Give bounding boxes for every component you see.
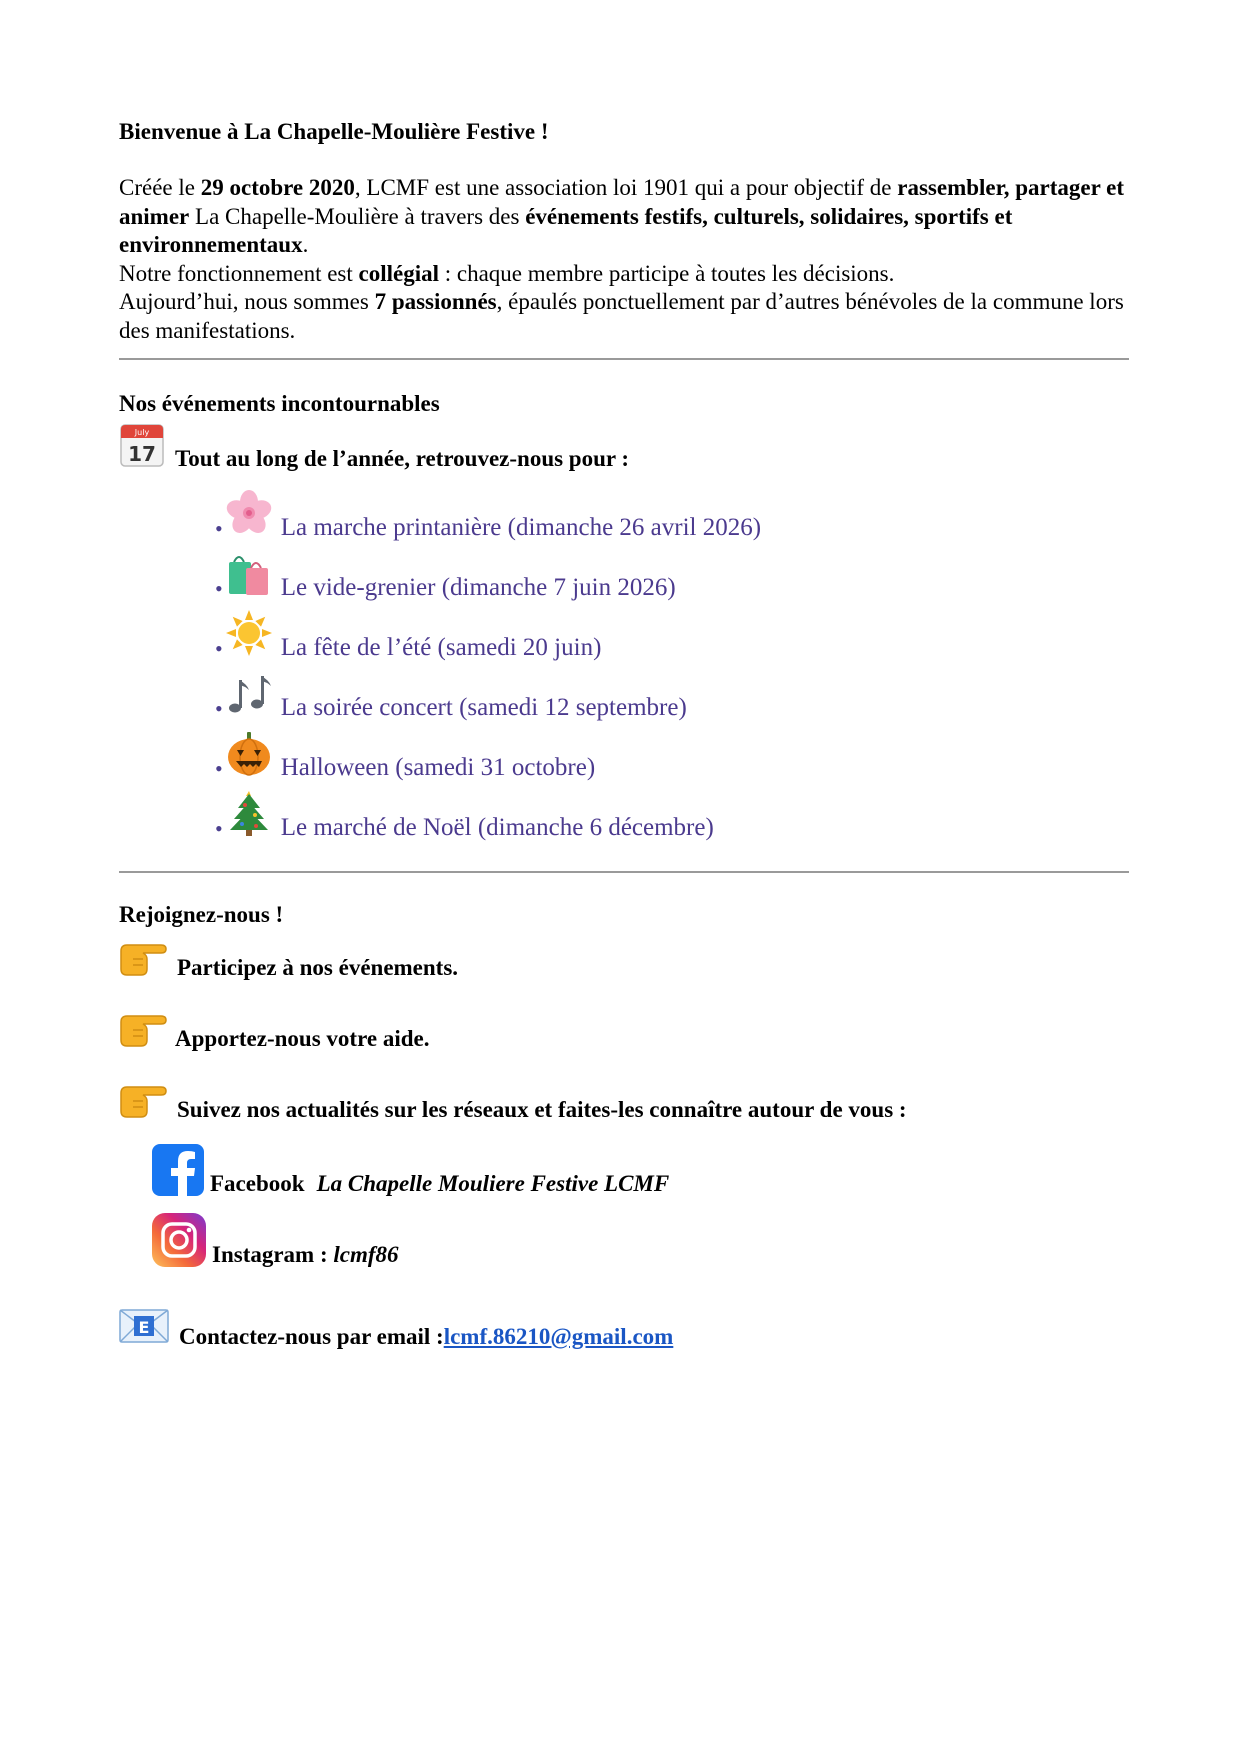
facebook-label: Facebook — [210, 1170, 305, 1196]
events-lead-row — [119, 422, 1129, 473]
event-text: La marche printanière (dimanche 26 avril 2026) — [280, 513, 762, 541]
event-text: Le marché de Noël (dimanche 6 décembre) — [280, 813, 714, 841]
bullet: • — [215, 515, 223, 541]
instagram-label: Instagram : — [212, 1241, 334, 1267]
pointing-hand-icon — [119, 1079, 167, 1124]
join-title: Rejoignez-nous ! — [119, 901, 284, 927]
pointing-hand-icon — [119, 1008, 167, 1053]
pointing-hand-icon — [119, 937, 167, 982]
event-item — [215, 603, 1129, 663]
join-item — [119, 1079, 1129, 1124]
instagram-icon — [152, 1213, 206, 1272]
events-title: Nos événements incontournables — [119, 390, 440, 416]
event-item — [215, 663, 1129, 723]
bullet: • — [215, 635, 223, 661]
event-item — [215, 723, 1129, 783]
shopping-bags-icon — [225, 548, 273, 603]
calendar-icon — [119, 422, 165, 473]
calendar-month: July — [134, 427, 150, 437]
intro-paragraph — [119, 174, 1129, 346]
divider — [119, 871, 1129, 873]
join-item — [119, 937, 1129, 982]
envelope-e-mail-icon — [119, 1306, 169, 1351]
music-notes-icon — [225, 668, 273, 723]
cherry-blossom-icon — [225, 488, 273, 543]
event-item — [215, 783, 1129, 843]
intro-line-1: Créée le 29 octobre 2020, LCMF est une association loi 1901 qui a pour objectif de rassembler, partager et animer La Chapelle-Moulière à travers des événements festifs, culturels, solidaires, sportifs et environnementaux. — [119, 175, 1124, 258]
join-item-text: Participez à nos événements. — [177, 954, 459, 980]
join-item-text: Suivez nos actualités sur les réseaux et faites-les connaître autour de vous : — [177, 1096, 907, 1122]
instagram-handle: lcmf86 — [333, 1241, 399, 1267]
intro-line-2: Notre fonctionnement est collégial : chaque membre participe à toutes les décisions. — [119, 260, 895, 286]
join-item-text: Apportez-nous votre aide. — [175, 1025, 430, 1051]
event-text: La fête de l’été (samedi 20 juin) — [280, 633, 602, 661]
event-item — [215, 483, 1129, 543]
pumpkin-icon — [225, 728, 273, 783]
contact-row — [119, 1306, 1129, 1351]
instagram-text — [212, 1241, 399, 1272]
email-link[interactable]: lcmf.86210@gmail.com — [443, 1323, 674, 1349]
bullet: • — [215, 815, 223, 841]
event-text: La soirée concert (samedi 12 septembre) — [280, 693, 687, 721]
bullet: • — [215, 755, 223, 781]
instagram-row — [152, 1213, 1129, 1272]
svg-text:E: E — [138, 1317, 150, 1337]
join-item — [119, 1008, 1129, 1053]
event-text: Le vide-grenier (dimanche 7 juin 2026) — [280, 573, 676, 601]
bullet: • — [215, 695, 223, 721]
events-lead: Tout au long de l’année, retrouvez-nous pour : — [175, 445, 630, 471]
facebook-icon — [152, 1144, 204, 1201]
event-text: Halloween (samedi 31 octobre) — [280, 753, 596, 781]
welcome-title: Bienvenue à La Chapelle-Moulière Festive ! — [119, 119, 549, 144]
contact-label: Contactez-nous par email : — [179, 1323, 444, 1349]
intro-line-3: Aujourd’hui, nous sommes 7 passionnés, épaulés ponctuellement par d’autres bénévoles de la commune lors des manifestations. — [119, 289, 1124, 343]
document-page — [119, 118, 1129, 1351]
bullet: • — [215, 575, 223, 601]
facebook-row — [152, 1144, 1129, 1201]
event-item — [215, 543, 1129, 603]
calendar-day: 17 — [128, 441, 156, 466]
christmas-tree-icon — [225, 788, 273, 843]
divider — [119, 358, 1129, 360]
facebook-page-name: La Chapelle Mouliere Festive LCMF — [316, 1170, 670, 1196]
events-list — [215, 483, 1129, 843]
facebook-text — [210, 1170, 669, 1201]
sun-icon — [225, 608, 273, 663]
